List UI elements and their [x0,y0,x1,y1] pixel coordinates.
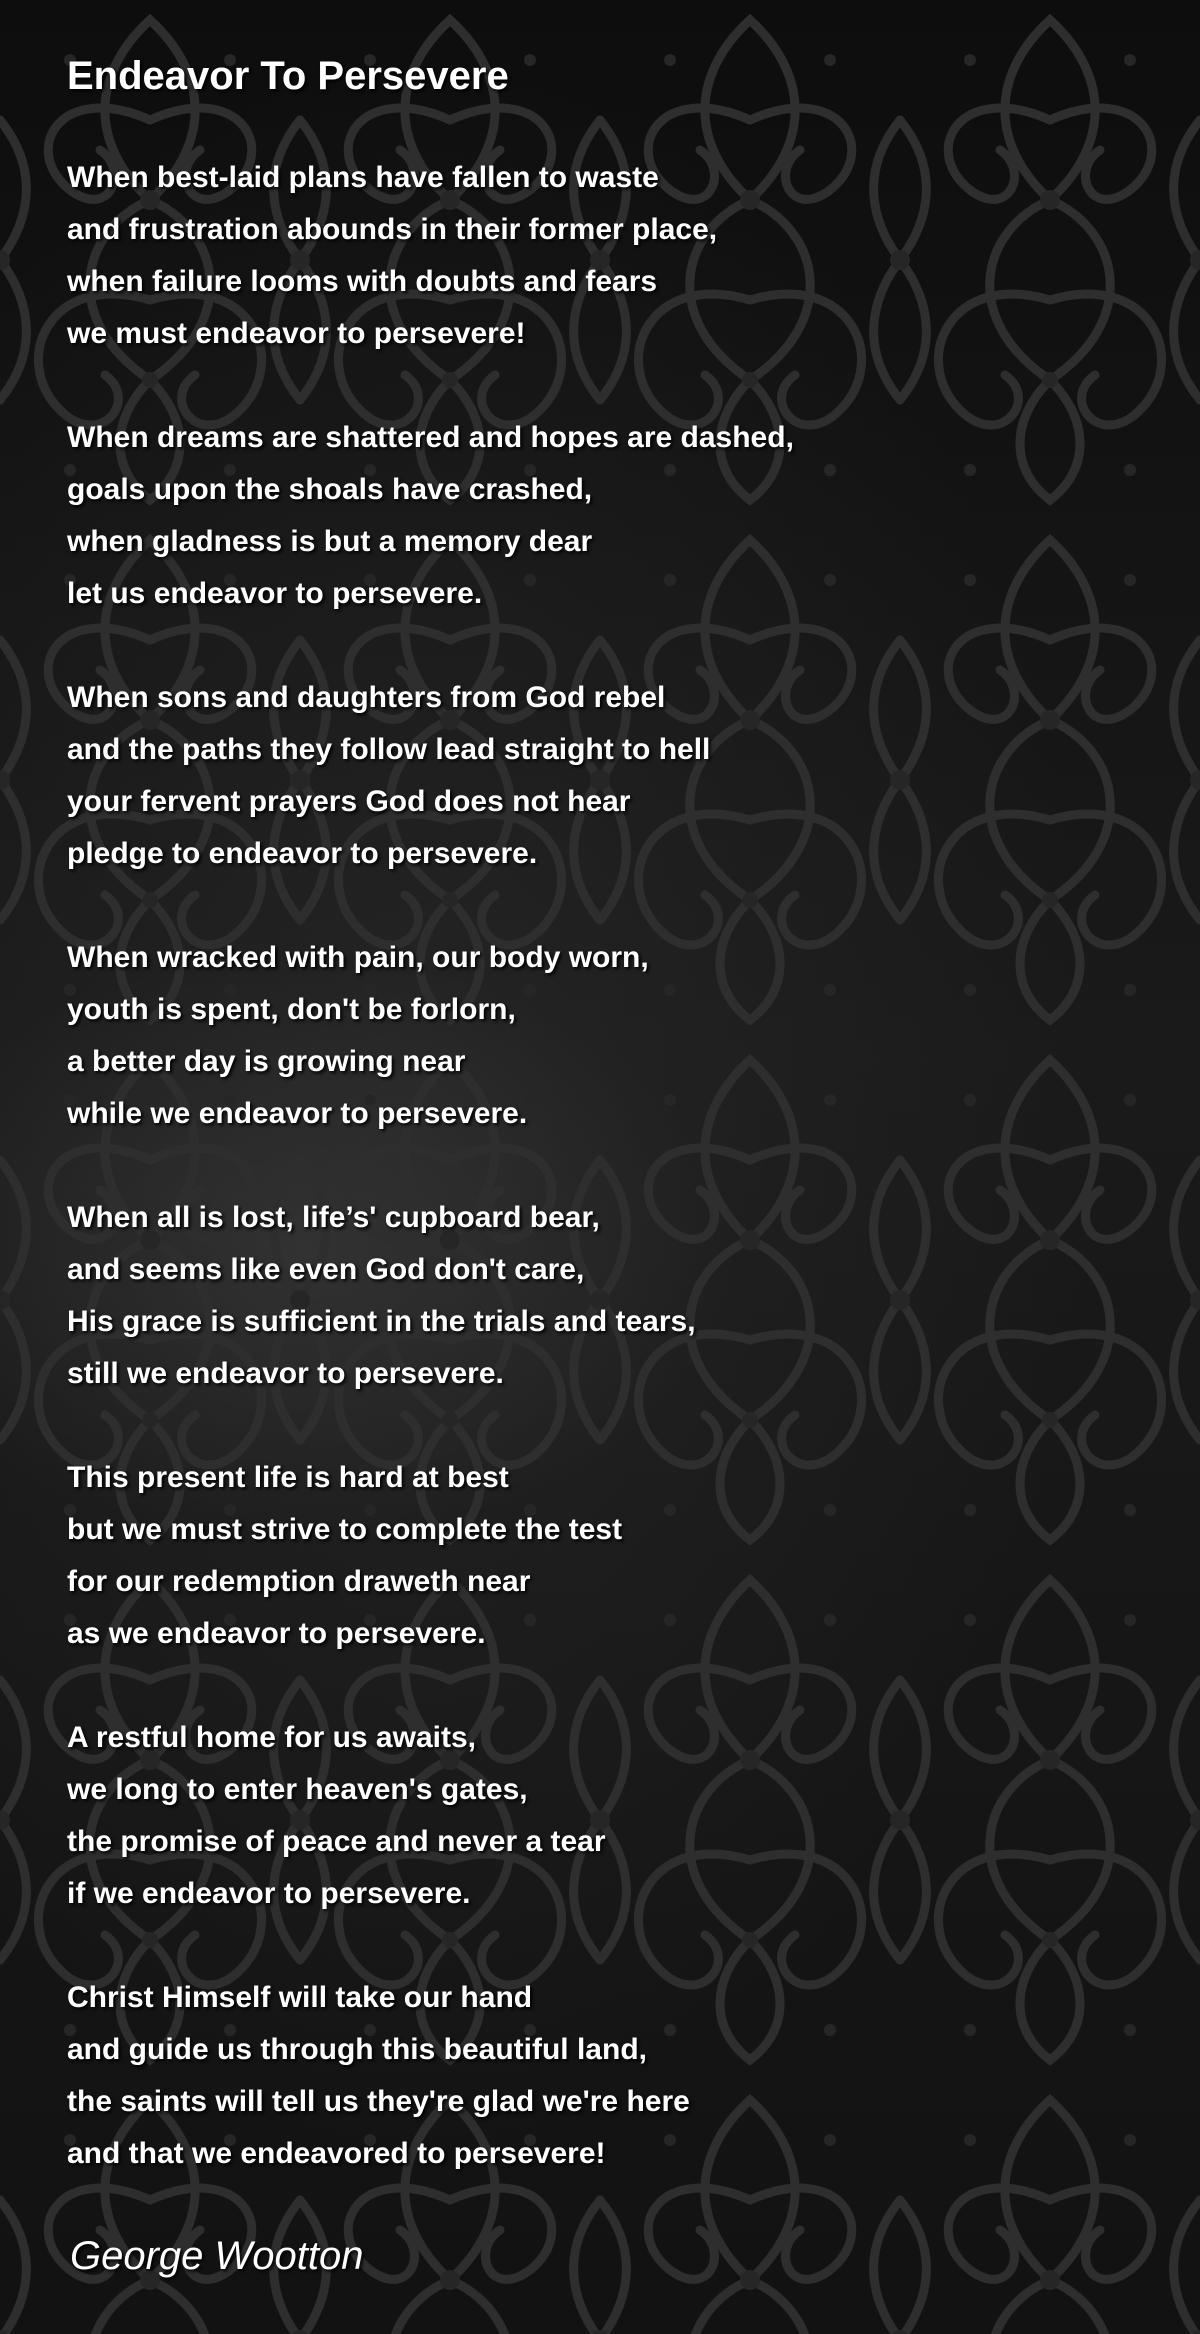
stanza-4 [67,932,1167,1140]
poem-line: This present life is hard at best [67,1461,509,1494]
poem-line: A restful home for us awaits, [67,1721,476,1754]
stanza-3 [67,672,1167,880]
stanza-7 [67,1712,1167,1920]
poem-line: we long to enter heaven's gates, [67,1773,528,1806]
poem-body [67,52,1167,2232]
poem-line: while we endeavor to persevere. [67,1097,528,1130]
poem-line: still we endeavor to persevere. [67,1357,504,1390]
poem-line: we must endeavor to persevere! [67,317,526,350]
poem-line: your fervent prayers God does not hear [67,785,631,818]
poem-line: youth is spent, don't be forlorn, [67,993,516,1026]
stanza-5 [67,1192,1167,1400]
poem-line: the saints will tell us they're glad we're here [67,2085,690,2118]
poem-author: George Wootton [70,2234,364,2278]
poem-line: for our redemption draweth near [67,1565,531,1598]
poem-line: and guide us through this beautiful land, [67,2033,647,2066]
poem-line: when gladness is but a memory dear [67,525,593,558]
stanza-6 [67,1452,1167,1660]
stanza-2 [67,412,1167,620]
poem-line: When dreams are shattered and hopes are dashed, [67,421,794,454]
poem-line: the promise of peace and never a tear [67,1825,606,1858]
poem-line: pledge to endeavor to persevere. [67,837,538,870]
poem-line: if we endeavor to persevere. [67,1877,471,1910]
poem-line: When wracked with pain, our body worn, [67,941,649,974]
poem-line: Christ Himself will take our hand [67,1981,533,2014]
stanza-8 [67,1972,1167,2180]
poem-line: when failure looms with doubts and fears [67,265,658,298]
poem-line: When sons and daughters from God rebel [67,681,666,714]
poem-line: as we endeavor to persevere. [67,1617,486,1650]
poem-line: When all is lost, life’s' cupboard bear, [67,1201,600,1234]
poem-line: and the paths they follow lead straight to hell [67,733,711,766]
poem-line: but we must strive to complete the test [67,1513,623,1546]
poem-line: His grace is sufficient in the trials and tears, [67,1305,696,1338]
poem-line: a better day is growing near [67,1045,466,1078]
poem-line: and frustration abounds in their former place, [67,213,718,246]
poem-line: and that we endeavored to persevere! [67,2137,606,2170]
poem-line: goals upon the shoals have crashed, [67,473,593,506]
poem-title: Endeavor To Persevere [67,54,509,98]
poem-line: let us endeavor to persevere. [67,577,483,610]
poem-line: When best-laid plans have fallen to waste [67,161,659,194]
stanza-1 [67,152,1167,360]
poem-line: and seems like even God don't care, [67,1253,585,1286]
